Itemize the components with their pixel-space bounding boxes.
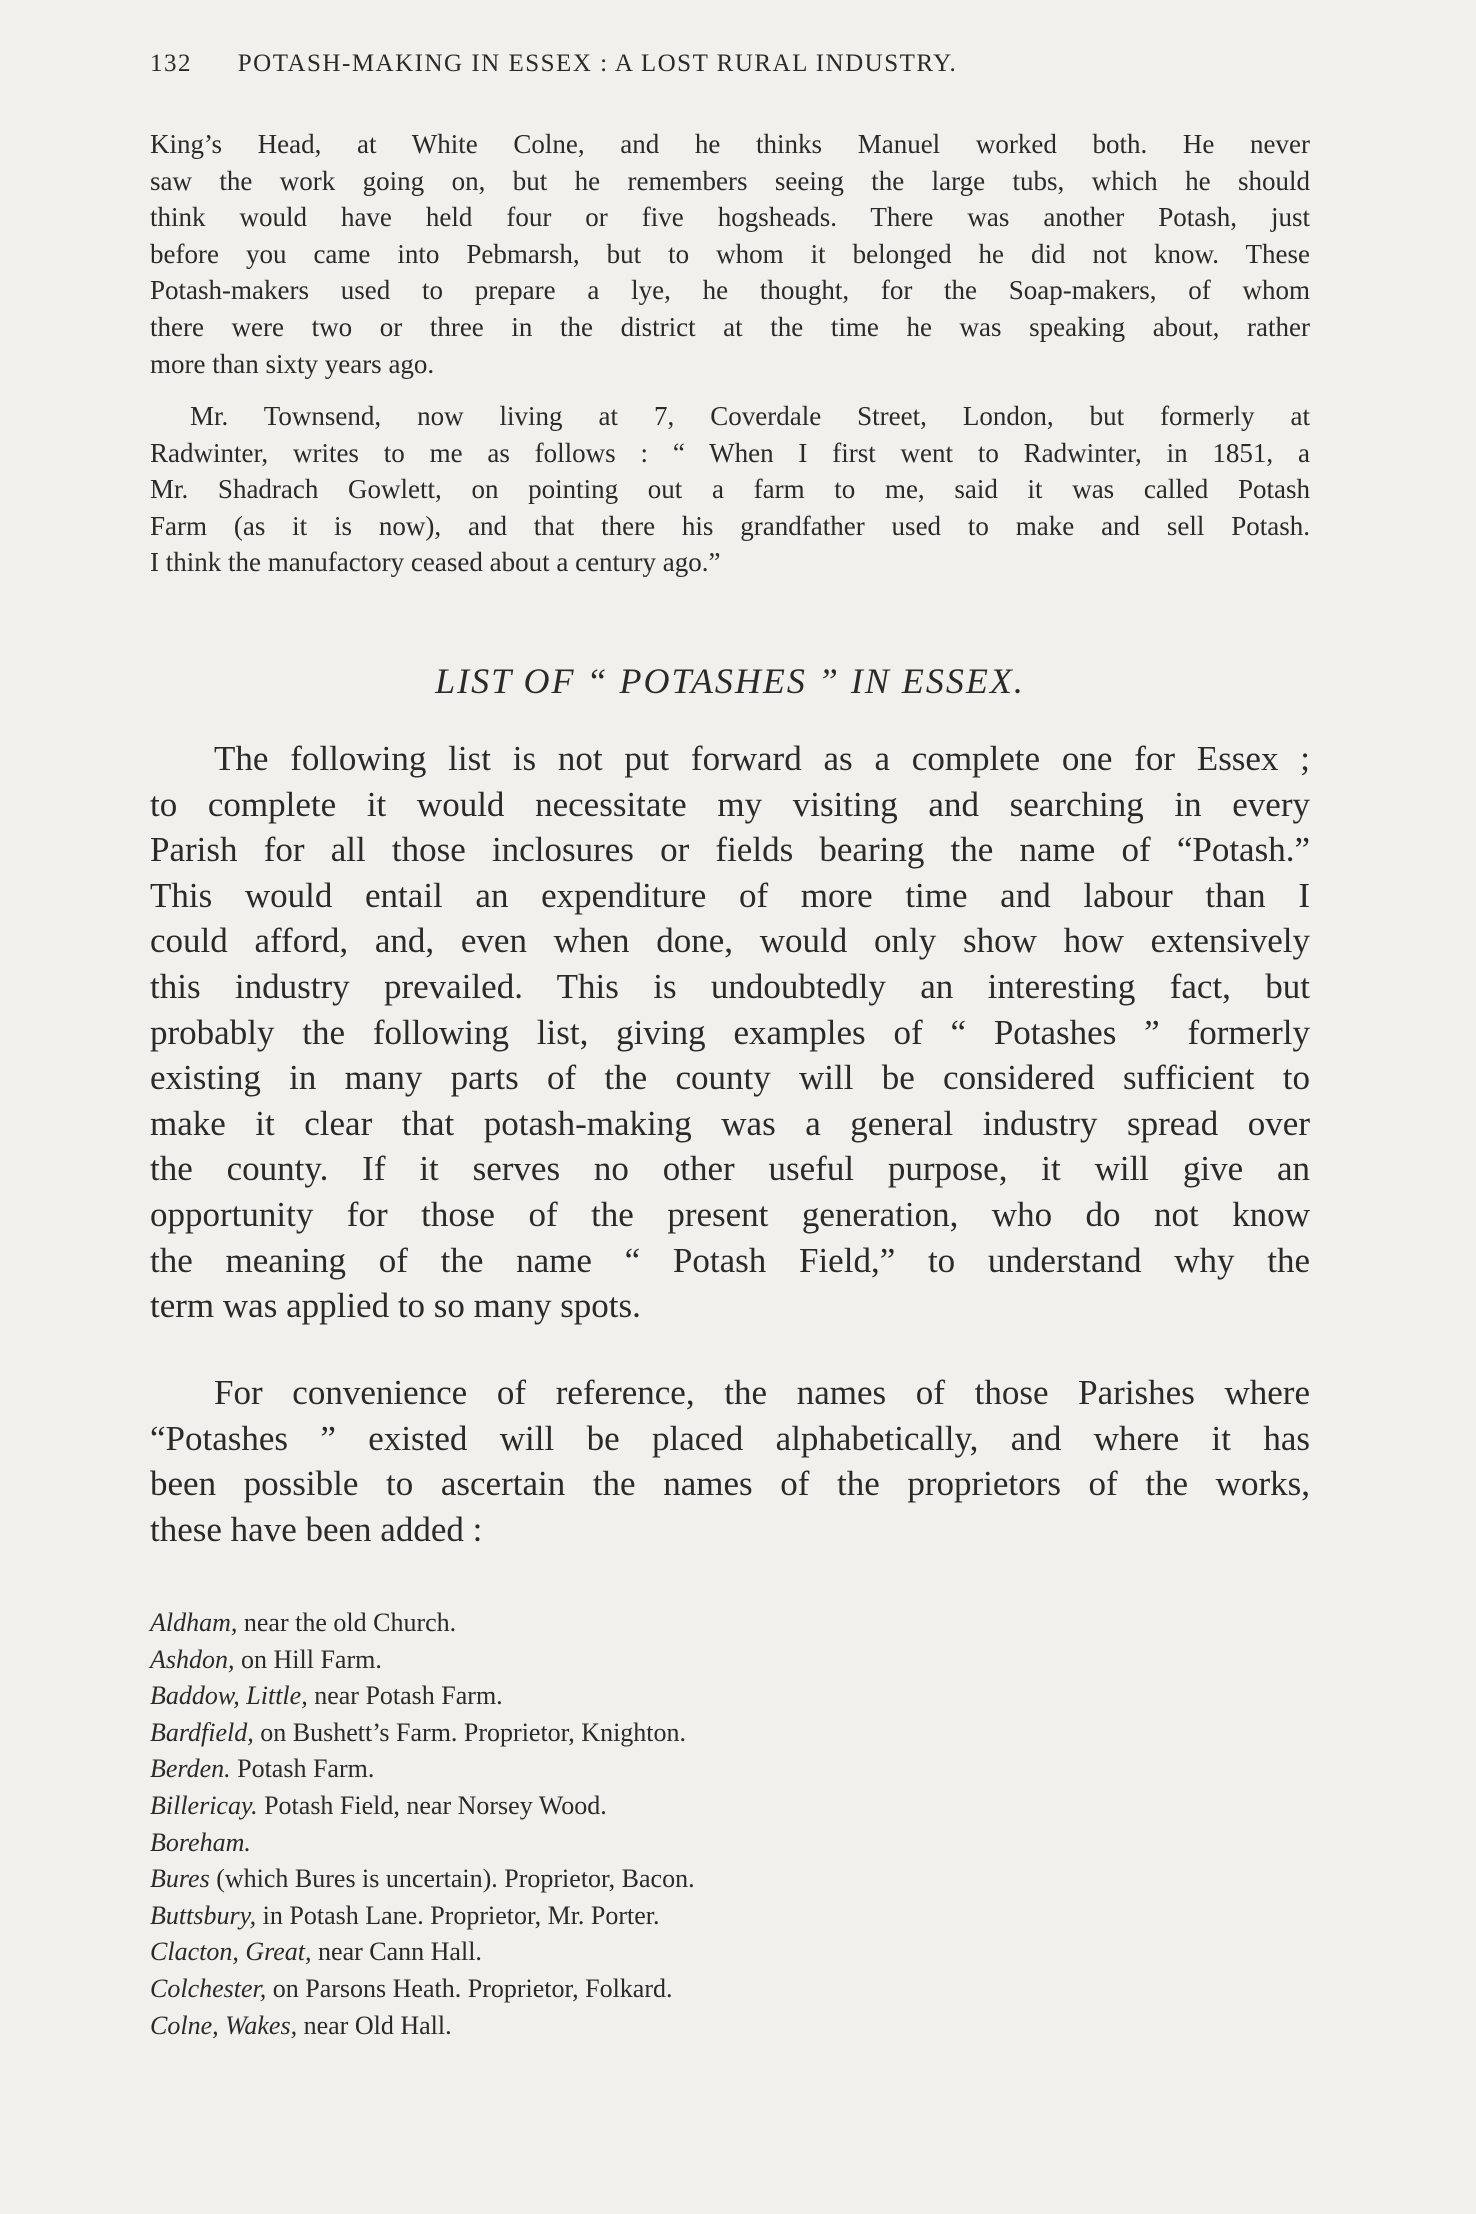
- running-title: POTASH-MAKING IN ESSEX : A LOST RURAL INDUSTRY.: [237, 50, 958, 77]
- parish-detail: near the old Church.: [237, 1608, 457, 1637]
- parish-detail: on Bushett’s Farm. Proprietor, Knighton.: [253, 1717, 687, 1747]
- text-line: these have been added :: [150, 1509, 483, 1549]
- parish-name: Billericay.: [150, 1790, 258, 1820]
- text-line: the county. If it serves no other useful purpose, it will give an: [150, 1149, 1310, 1189]
- text-line: I think the manufactory ceased about a century ago.”: [150, 547, 721, 578]
- page-number: 132: [150, 50, 192, 77]
- list-item: [150, 1825, 1310, 1862]
- parish-name: Ashdon,: [150, 1644, 235, 1674]
- list-item: [150, 1751, 1310, 1788]
- text-line: For convenience of reference, the names of those Parishes where: [214, 1373, 1310, 1412]
- text-line: Farm (as it is now), and that there his grandfather used to make and sell Potash.: [150, 510, 1310, 541]
- parish-detail: on Hill Farm.: [234, 1644, 382, 1674]
- parish-name: Aldham,: [150, 1608, 238, 1637]
- parish-name: Colne, Wakes,: [150, 2010, 298, 2040]
- text-line: before you came into Pebmarsh, but to whom it belonged he did not know. These: [150, 238, 1310, 269]
- text-line: Parish for all those inclosures or fields bearing the name of “Potash.”: [150, 830, 1310, 870]
- parish-detail: near Potash Farm.: [307, 1681, 503, 1711]
- text-line: to complete it would necessitate my visiting and searching in every: [150, 784, 1310, 824]
- parish-name: Colchester,: [150, 1973, 267, 2003]
- parish-detail: (which Bures is uncertain). Proprietor, Bacon.: [209, 1864, 695, 1894]
- text-line: “Potashes ” existed will be placed alphabetically, and where it has: [150, 1418, 1310, 1458]
- text-line: think would have held four or five hogsheads. There was another Potash, just: [150, 202, 1310, 233]
- text-line: the meaning of the name “ Potash Field,” to understand why the: [150, 1240, 1310, 1280]
- running-header: [150, 50, 1300, 90]
- text-line: Mr. Shadrach Gowlett, on pointing out a farm to me, said it was called Potash: [150, 474, 1310, 505]
- text-line: make it clear that potash-making was a general industry spread over: [150, 1103, 1310, 1143]
- list-item: [150, 1678, 1310, 1715]
- text-line: more than sixty years ago.: [150, 348, 435, 379]
- parish-detail: Potash Field, near Norsey Wood.: [257, 1790, 607, 1820]
- parish-detail: Potash Farm.: [230, 1754, 375, 1784]
- text-line: probably the following list, giving examples of “ Potashes ” formerly: [150, 1012, 1310, 1052]
- parish-detail: near Old Hall.: [297, 2010, 452, 2040]
- list-item: [150, 1898, 1310, 1935]
- townsend-paragraph: [150, 398, 1310, 581]
- list-item: [150, 1788, 1310, 1825]
- text-line: Mr. Townsend, now living at 7, Coverdale Street, London, but formerly at: [190, 401, 1310, 431]
- parish-name: Bardfield,: [150, 1717, 254, 1747]
- text-line: Radwinter, writes to me as follows : “ When I first went to Radwinter, in 1851, a: [150, 437, 1310, 468]
- text-line: could afford, and, even when done, would only show how extensively: [150, 921, 1310, 961]
- parish-name: Buttsbury,: [150, 1900, 257, 1930]
- text-line: This would entail an expenditure of more time and labour than I: [150, 875, 1310, 915]
- text-line: The following list is not put forward as a complete one for Essex ;: [214, 739, 1310, 778]
- list-intro-paragraph: [150, 736, 1310, 1329]
- list-item: [150, 1861, 1310, 1898]
- convenience-paragraph: [150, 1370, 1310, 1552]
- text-line: King’s Head, at White Colne, and he thinks Manuel worked both. He never: [150, 129, 1310, 159]
- parish-name: Clacton, Great,: [150, 1937, 312, 1967]
- section-heading: LIST OF “ POTASHES ” IN ESSEX.: [435, 661, 1025, 701]
- list-item: [150, 2008, 1310, 2045]
- text-line: existing in many parts of the county will be considered sufficient to: [150, 1058, 1310, 1098]
- parish-name: Bures: [150, 1864, 210, 1894]
- text-line: this industry prevailed. This is undoubtedly an interesting fact, but: [150, 966, 1310, 1006]
- text-line: there were two or three in the district at the time he was speaking about, rather: [150, 311, 1310, 342]
- text-line: term was applied to so many spots.: [150, 1286, 641, 1326]
- text-line: Potash-makers used to prepare a lye, he thought, for the Soap-makers, of whom: [150, 275, 1310, 306]
- list-item: [150, 1715, 1310, 1752]
- parish-name: Berden.: [150, 1754, 231, 1784]
- text-line: saw the work going on, but he remembers seeing the large tubs, which he should: [150, 165, 1310, 196]
- list-item: [150, 1642, 1310, 1679]
- list-item: [150, 1971, 1310, 2008]
- list-item: [150, 1605, 1310, 1642]
- list-item: [150, 1934, 1310, 1971]
- intro-paragraph: [150, 126, 1310, 382]
- parish-detail: on Parsons Heath. Proprietor, Folkard.: [266, 1973, 673, 2003]
- parish-name: Boreham.: [150, 1827, 251, 1857]
- parish-detail: near Cann Hall.: [311, 1937, 482, 1967]
- parish-name: Baddow, Little,: [150, 1681, 308, 1711]
- text-line: been possible to ascertain the names of the proprietors of the works,: [150, 1464, 1310, 1504]
- parish-detail: in Potash Lane. Proprietor, Mr. Porter.: [256, 1900, 660, 1930]
- potash-list: [150, 1605, 1310, 2044]
- text-line: opportunity for those of the present generation, who do not know: [150, 1194, 1310, 1234]
